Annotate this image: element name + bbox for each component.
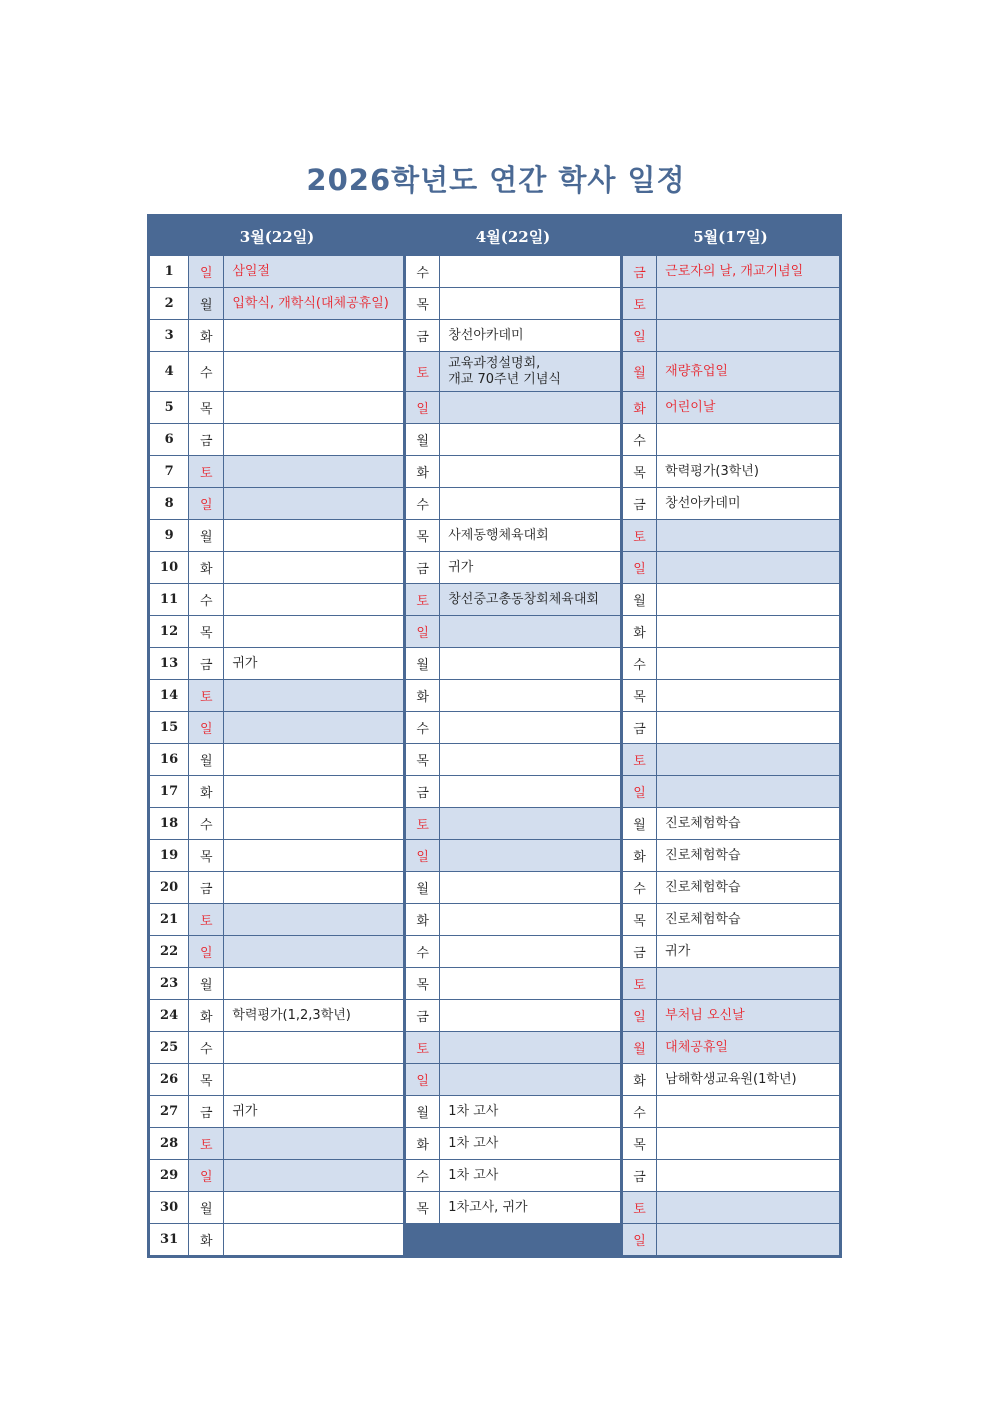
event-cell	[657, 456, 841, 488]
event-text: 진로체험학습	[665, 911, 741, 927]
event-text: 입학식, 개학식(대체공휴일)	[232, 295, 389, 311]
event-cell	[657, 520, 841, 552]
table-row	[149, 1032, 841, 1064]
weekday-cell: 화	[189, 320, 224, 352]
table-row	[149, 352, 841, 392]
day-number: 19	[149, 840, 189, 872]
event-cell	[657, 1224, 841, 1257]
event-cell	[440, 968, 622, 1000]
event-cell	[657, 808, 841, 840]
weekday-cell: 월	[189, 1192, 224, 1224]
weekday-cell: 목	[622, 1128, 657, 1160]
event-cell	[224, 936, 405, 968]
day-number: 25	[149, 1032, 189, 1064]
event-cell	[657, 648, 841, 680]
event-cell	[224, 968, 405, 1000]
weekday-cell: 토	[622, 968, 657, 1000]
table-row	[149, 1192, 841, 1224]
weekday-cell: 화	[405, 904, 440, 936]
day-number: 6	[149, 424, 189, 456]
weekday-cell: 일	[189, 712, 224, 744]
day-number: 22	[149, 936, 189, 968]
event-text: 학력평가(3학년)	[665, 463, 759, 479]
weekday-cell: 토	[189, 456, 224, 488]
table-row	[149, 1224, 841, 1257]
weekday-cell: 수	[622, 648, 657, 680]
event-cell	[224, 1000, 405, 1032]
event-cell	[224, 1064, 405, 1096]
weekday-cell: 토	[405, 1032, 440, 1064]
table-row	[149, 680, 841, 712]
weekday-cell: 화	[622, 840, 657, 872]
table-row	[149, 1000, 841, 1032]
event-cell	[440, 1192, 622, 1224]
event-cell	[224, 808, 405, 840]
event-cell	[440, 552, 622, 584]
weekday-cell: 토	[189, 1128, 224, 1160]
weekday-cell: 수	[189, 1032, 224, 1064]
event-cell	[224, 456, 405, 488]
event-cell	[657, 968, 841, 1000]
event-cell	[224, 288, 405, 320]
weekday-cell: 목	[189, 616, 224, 648]
weekday-cell: 토	[405, 584, 440, 616]
event-cell	[224, 1192, 405, 1224]
event-cell	[224, 1032, 405, 1064]
event-cell	[657, 488, 841, 520]
empty-cell	[405, 1224, 622, 1257]
event-cell	[657, 840, 841, 872]
table-row	[149, 616, 841, 648]
weekday-cell: 월	[189, 288, 224, 320]
event-cell	[440, 840, 622, 872]
table-row	[149, 1064, 841, 1096]
event-cell	[657, 424, 841, 456]
event-cell	[440, 424, 622, 456]
weekday-cell: 일	[189, 488, 224, 520]
month-header-april: 4월(22일)	[405, 216, 622, 256]
event-cell	[440, 352, 622, 392]
day-number: 29	[149, 1160, 189, 1192]
event-cell	[224, 352, 405, 392]
weekday-cell: 수	[622, 1096, 657, 1128]
event-text: 학력평가(1,2,3학년)	[232, 1007, 351, 1023]
weekday-cell: 토	[622, 1192, 657, 1224]
event-text: 남해학생교육원(1학년)	[665, 1071, 797, 1087]
event-cell	[224, 424, 405, 456]
event-cell	[440, 744, 622, 776]
day-number: 14	[149, 680, 189, 712]
table-row	[149, 320, 841, 352]
weekday-cell: 금	[622, 1160, 657, 1192]
day-number: 15	[149, 712, 189, 744]
weekday-cell: 화	[189, 776, 224, 808]
weekday-cell: 금	[405, 320, 440, 352]
event-cell	[657, 936, 841, 968]
weekday-cell: 금	[622, 936, 657, 968]
event-text: 창선아카데미	[448, 327, 524, 343]
event-cell	[657, 904, 841, 936]
event-cell	[657, 744, 841, 776]
table-row	[149, 256, 841, 288]
weekday-cell: 수	[189, 352, 224, 392]
weekday-cell: 토	[189, 680, 224, 712]
event-cell	[224, 256, 405, 288]
weekday-cell: 수	[405, 712, 440, 744]
event-cell	[224, 680, 405, 712]
event-cell	[440, 712, 622, 744]
event-cell	[657, 392, 841, 424]
event-text: 귀가	[232, 655, 258, 671]
table-row	[149, 1096, 841, 1128]
event-cell	[440, 520, 622, 552]
weekday-cell: 일	[189, 1160, 224, 1192]
table-row	[149, 648, 841, 680]
weekday-cell: 토	[622, 288, 657, 320]
event-text: 사제동행체육대회	[448, 527, 549, 543]
table-row	[149, 456, 841, 488]
weekday-cell: 일	[622, 1000, 657, 1032]
day-number: 13	[149, 648, 189, 680]
event-text: 창선아카데미	[665, 495, 741, 511]
event-cell	[224, 744, 405, 776]
weekday-cell: 월	[189, 520, 224, 552]
weekday-cell: 월	[405, 424, 440, 456]
event-cell	[657, 776, 841, 808]
event-cell	[657, 1032, 841, 1064]
event-cell	[224, 776, 405, 808]
event-cell	[440, 392, 622, 424]
weekday-cell: 금	[189, 648, 224, 680]
weekday-cell: 화	[622, 1064, 657, 1096]
day-number: 16	[149, 744, 189, 776]
event-text: 삼일절	[232, 263, 270, 279]
event-cell	[224, 840, 405, 872]
day-number: 12	[149, 616, 189, 648]
weekday-cell: 일	[405, 392, 440, 424]
weekday-cell: 토	[622, 744, 657, 776]
event-cell	[224, 1224, 405, 1257]
weekday-cell: 토	[622, 520, 657, 552]
day-number: 23	[149, 968, 189, 1000]
event-text: 재량휴업일	[665, 363, 728, 379]
event-cell	[224, 872, 405, 904]
weekday-cell: 수	[405, 488, 440, 520]
event-cell	[440, 680, 622, 712]
weekday-cell: 월	[622, 1032, 657, 1064]
event-cell	[657, 584, 841, 616]
table-row	[149, 712, 841, 744]
day-number: 2	[149, 288, 189, 320]
event-cell	[440, 1064, 622, 1096]
table-row	[149, 552, 841, 584]
event-cell	[440, 1032, 622, 1064]
table-row	[149, 288, 841, 320]
weekday-cell: 목	[622, 456, 657, 488]
table-row	[149, 520, 841, 552]
event-cell	[440, 1160, 622, 1192]
month-header-may: 5월(17일)	[622, 216, 841, 256]
weekday-cell: 화	[189, 1000, 224, 1032]
event-cell	[440, 456, 622, 488]
weekday-cell: 목	[189, 1064, 224, 1096]
day-number: 20	[149, 872, 189, 904]
weekday-cell: 토	[189, 904, 224, 936]
schedule-body	[149, 256, 841, 1257]
event-cell	[224, 392, 405, 424]
event-cell	[657, 1160, 841, 1192]
event-cell	[440, 488, 622, 520]
event-cell	[224, 1160, 405, 1192]
event-cell	[657, 1128, 841, 1160]
weekday-cell: 금	[189, 872, 224, 904]
event-cell	[657, 1096, 841, 1128]
weekday-cell: 목	[622, 904, 657, 936]
event-cell	[657, 680, 841, 712]
weekday-cell: 수	[405, 1160, 440, 1192]
weekday-cell: 수	[622, 872, 657, 904]
weekday-cell: 일	[622, 320, 657, 352]
day-number: 30	[149, 1192, 189, 1224]
event-cell	[657, 256, 841, 288]
event-text: 창선중고총동창회체육대회	[448, 591, 599, 607]
event-text: 교육과정설명회, 개교 70주년 기념식	[448, 355, 561, 387]
event-cell	[440, 288, 622, 320]
weekday-cell: 토	[405, 808, 440, 840]
day-number: 4	[149, 352, 189, 392]
event-text: 1차 고사	[448, 1135, 499, 1151]
event-text: 근로자의 날, 개교기념일	[665, 263, 804, 279]
event-cell	[224, 616, 405, 648]
weekday-cell: 목	[405, 744, 440, 776]
event-cell	[657, 352, 841, 392]
day-number: 21	[149, 904, 189, 936]
weekday-cell: 화	[405, 680, 440, 712]
weekday-cell: 목	[622, 680, 657, 712]
weekday-cell: 화	[189, 552, 224, 584]
table-row	[149, 1128, 841, 1160]
weekday-cell: 일	[405, 840, 440, 872]
weekday-cell: 화	[622, 616, 657, 648]
day-number: 5	[149, 392, 189, 424]
event-cell	[224, 552, 405, 584]
weekday-cell: 월	[622, 352, 657, 392]
event-text: 대체공휴일	[665, 1039, 728, 1055]
weekday-cell: 금	[405, 552, 440, 584]
day-number: 18	[149, 808, 189, 840]
day-number: 26	[149, 1064, 189, 1096]
weekday-cell: 금	[622, 256, 657, 288]
weekday-cell: 화	[405, 456, 440, 488]
weekday-cell: 금	[189, 424, 224, 456]
event-cell	[440, 648, 622, 680]
weekday-cell: 화	[189, 1224, 224, 1257]
event-cell	[224, 520, 405, 552]
weekday-cell: 금	[405, 776, 440, 808]
event-text: 진로체험학습	[665, 847, 741, 863]
event-cell	[224, 1128, 405, 1160]
day-number: 8	[149, 488, 189, 520]
event-text: 귀가	[448, 559, 474, 575]
event-text: 귀가	[665, 943, 691, 959]
event-cell	[657, 288, 841, 320]
event-cell	[224, 320, 405, 352]
event-cell	[657, 320, 841, 352]
weekday-cell: 목	[189, 392, 224, 424]
weekday-cell: 월	[622, 584, 657, 616]
weekday-cell: 일	[622, 552, 657, 584]
weekday-cell: 월	[405, 648, 440, 680]
weekday-cell: 일	[189, 256, 224, 288]
weekday-cell: 일	[622, 776, 657, 808]
table-row	[149, 392, 841, 424]
weekday-cell: 금	[405, 1000, 440, 1032]
day-number: 27	[149, 1096, 189, 1128]
weekday-cell: 목	[189, 840, 224, 872]
weekday-cell: 금	[189, 1096, 224, 1128]
day-number: 31	[149, 1224, 189, 1257]
table-row	[149, 936, 841, 968]
weekday-cell: 수	[189, 808, 224, 840]
weekday-cell: 목	[405, 288, 440, 320]
table-row	[149, 840, 841, 872]
event-text: 부처님 오신날	[665, 1007, 745, 1023]
event-cell	[440, 872, 622, 904]
event-text: 어린이날	[665, 399, 716, 415]
table-row	[149, 808, 841, 840]
schedule-table	[147, 214, 842, 1258]
event-cell	[440, 1096, 622, 1128]
event-cell	[657, 1192, 841, 1224]
day-number: 11	[149, 584, 189, 616]
weekday-cell: 목	[405, 520, 440, 552]
weekday-cell: 일	[189, 936, 224, 968]
event-text: 진로체험학습	[665, 879, 741, 895]
event-cell	[657, 1064, 841, 1096]
weekday-cell: 목	[405, 1192, 440, 1224]
table-row	[149, 488, 841, 520]
weekday-cell: 토	[405, 352, 440, 392]
weekday-cell: 수	[405, 256, 440, 288]
day-number: 7	[149, 456, 189, 488]
day-number: 1	[149, 256, 189, 288]
event-cell	[657, 712, 841, 744]
weekday-cell: 수	[189, 584, 224, 616]
weekday-cell: 일	[405, 1064, 440, 1096]
event-cell	[440, 1000, 622, 1032]
event-cell	[440, 320, 622, 352]
event-cell	[440, 904, 622, 936]
weekday-cell: 월	[189, 968, 224, 1000]
event-text: 1차 고사	[448, 1103, 499, 1119]
table-row	[149, 872, 841, 904]
weekday-cell: 화	[622, 392, 657, 424]
table-row	[149, 776, 841, 808]
weekday-cell: 수	[622, 424, 657, 456]
weekday-cell: 월	[405, 872, 440, 904]
table-row	[149, 744, 841, 776]
day-number: 10	[149, 552, 189, 584]
weekday-cell: 수	[405, 936, 440, 968]
weekday-cell: 금	[622, 488, 657, 520]
day-number: 3	[149, 320, 189, 352]
weekday-cell: 일	[405, 616, 440, 648]
table-row	[149, 968, 841, 1000]
event-cell	[224, 648, 405, 680]
event-cell	[657, 552, 841, 584]
table-row	[149, 904, 841, 936]
event-text: 진로체험학습	[665, 815, 741, 831]
weekday-cell: 목	[405, 968, 440, 1000]
event-cell	[440, 584, 622, 616]
page-title: 2026학년도 연간 학사 일정	[306, 163, 686, 197]
header-row	[149, 216, 841, 256]
event-cell	[440, 256, 622, 288]
month-header-march: 3월(22일)	[149, 216, 405, 256]
event-cell	[657, 872, 841, 904]
weekday-cell: 화	[405, 1128, 440, 1160]
event-cell	[657, 1000, 841, 1032]
weekday-cell: 금	[622, 712, 657, 744]
table-row	[149, 584, 841, 616]
day-number: 17	[149, 776, 189, 808]
weekday-cell: 월	[405, 1096, 440, 1128]
day-number: 24	[149, 1000, 189, 1032]
day-number: 28	[149, 1128, 189, 1160]
event-cell	[224, 1096, 405, 1128]
table-row	[149, 424, 841, 456]
event-cell	[440, 1128, 622, 1160]
event-cell	[657, 616, 841, 648]
weekday-cell: 월	[622, 808, 657, 840]
event-text: 1차고사, 귀가	[448, 1199, 528, 1215]
event-cell	[224, 584, 405, 616]
event-cell	[224, 488, 405, 520]
weekday-cell: 월	[189, 744, 224, 776]
day-number: 9	[149, 520, 189, 552]
event-cell	[440, 808, 622, 840]
event-cell	[440, 776, 622, 808]
table-row	[149, 1160, 841, 1192]
event-cell	[440, 936, 622, 968]
weekday-cell: 일	[622, 1224, 657, 1257]
event-cell	[224, 712, 405, 744]
event-cell	[224, 904, 405, 936]
event-text: 1차 고사	[448, 1167, 499, 1183]
event-cell	[440, 616, 622, 648]
event-text: 귀가	[232, 1103, 258, 1119]
